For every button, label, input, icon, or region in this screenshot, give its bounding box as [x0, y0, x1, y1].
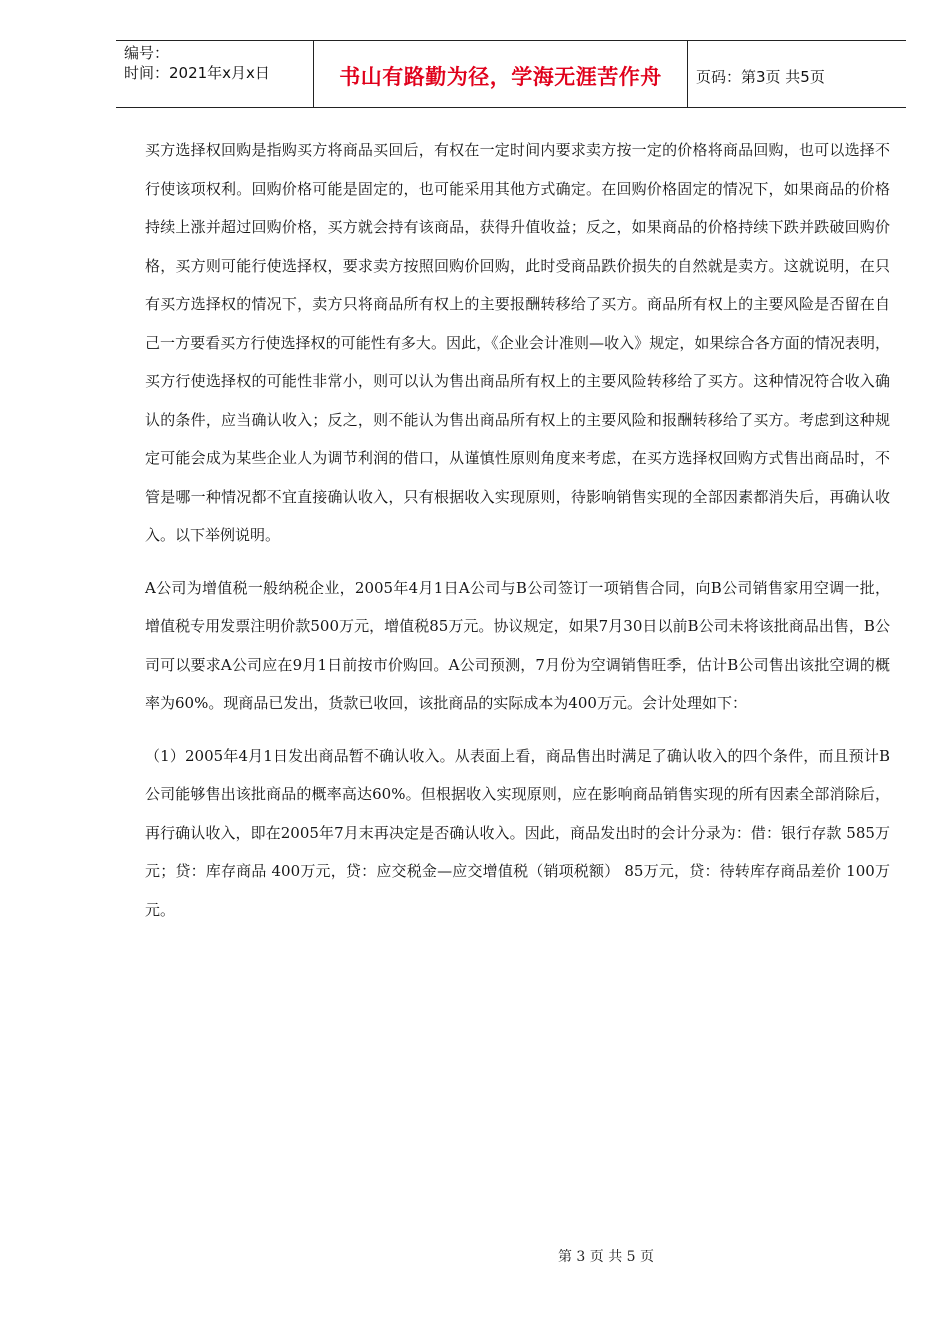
page-header	[116, 40, 906, 108]
document-body	[145, 131, 890, 929]
document-number-label: 编号：	[124, 44, 170, 62]
header-motto: 书山有路勤为径，学海无涯苦作舟	[314, 41, 688, 107]
paragraph-buyer-option-repurchase: 买方选择权回购是指购买方将商品买回后，有权在一定时间内要求卖方按一定的价格将商品回购，也可以选择不行使该项权利。回购价格可能是固定的，也可能采用其他方式确定。在回购价格固定的情况下，如果商品的价格持续上涨并超过回购价格，买方就会持有该商品，获得升值收益；反之，如果商品的价格持续下跌并跌破回购价格，买方则可能行使选择权，要求卖方按照回购价回购，此时受商品跌价损失的自然就是卖方。这就说明，在只有买方选择权的情况下，卖方只将商品所有权上的主要报酬转移给了买方。商品所有权上的主要风险是否留在自己一方要看买方行使选择权的可能性有多大。因此，《企业会计准则—收入》规定，如果综合各方面的情况表明，买方行使选择权的可能性非常小，则可以认为售出商品所有权上的主要风险转移给了买方。这种情况符合收入确认的条件，应当确认收入；反之，则不能认为售出商品所有权上的主要风险和报酬转移给了买方。考虑到这种规定可能会成为某些企业人为调节利润的借口，从谨慎性原则角度来考虑，在买方选择权回购方式售出商品时，不管是哪一种情况都不宜直接确认收入，只有根据收入实现原则，待影响销售实现的全部因素都消失后，再确认收入。以下举例说明。	[145, 141, 890, 544]
header-meta	[116, 41, 314, 107]
header-page-info: 页码：第3页 共5页	[696, 67, 825, 86]
page-footer: 第 3 页 共 5 页	[557, 1249, 655, 1265]
document-time-label: 时间：2021年x月x日	[124, 64, 270, 82]
paragraph-example-case: A公司为增值税一般纳税企业，2005年4月1日A公司与B公司签订一项销售合同，向B公司销售家用空调一批，增值税专用发票注明价款500万元，增值税85万元。协议规定，如果7月30日以前B公司未将该批商品出售，B公司可以要求A公司应在9月1日前按市价购回。A公司预测，7月份为空调销售旺季，估计B公司售出该批空调的概率为60%。现商品已发出，货款已收回，该批商品的实际成本为400万元。会计处理如下：	[145, 578, 890, 712]
paragraph-accounting-entry: （1）2005年4月1日发出商品暂不确认收入。从表面上看，商品售出时满足了确认收入的四个条件，而且预计B公司能够售出该批商品的概率高达60%。但根据收入实现原则，应在影响商品销售实现的所有因素全部消除后，再行确认收入，即在2005年7月末再决定是否确认收入。因此，商品发出时的会计分录为：借：银行存款 585万元；贷：库存商品 400万元，贷：应交税金—应交增值税（销项税额） 85万元，贷：待转库存商品差价 100万元。	[145, 746, 890, 919]
